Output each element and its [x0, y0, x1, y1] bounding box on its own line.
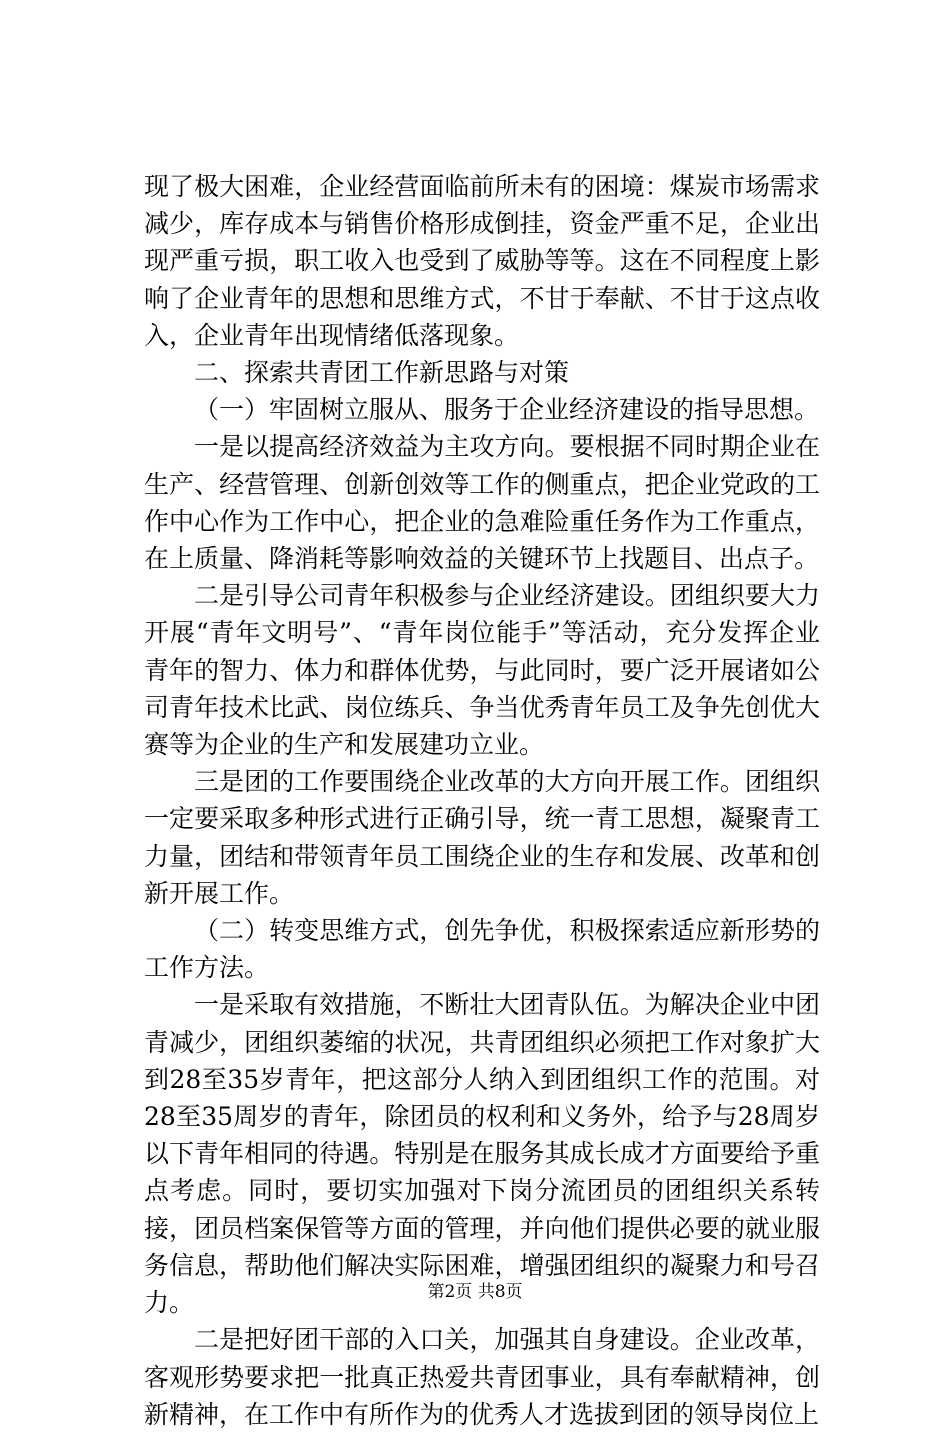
paragraph-continuation: 现了极大困难，企业经营面临前所未有的困境：煤炭市场需求减少，库存成本与销售价格形成倒挂，资金严重不足，企业出现严重亏损，职工收入也受到了威胁等等。这在不同程度上影响了企业青年的思想和思维方式，不甘于奉献、不甘于这点收入，企业青年出现情绪低落现象。	[144, 172, 820, 350]
paragraph: 二是引导公司青年积极参与企业经济建设。团组织要大力开展“青年文明号”、“青年岗位能手”等活动，充分发挥企业青年的智力、体力和群体优势，与此同时，要广泛开展诸如公司青年技术比武、岗位练兵、争当优秀青年员工及争先创优大赛等为企业的生产和发展建功立业。	[144, 581, 820, 760]
subsection-heading: （一）牢固树立服从、服务于企业经济建设的指导思想。	[194, 395, 820, 425]
subsection-heading: （二）转变思维方式，创先争优，积极探索适应新形势的工作方法。	[144, 916, 820, 983]
paragraph: 一是以提高经济效益为主攻方向。要根据不同时期企业在生产、经营管理、创新创效等工作的侧重点，把企业党政的工作中心作为工作中心，把企业的急难险重任务作为工作重点，在上质量、降消耗等影响效益的关键环节上找题目、出点子。	[144, 432, 820, 574]
paragraph: 三是团的工作要围绕企业改革的大方向开展工作。团组织一定要采取多种形式进行正确引导，统一青工思想，凝聚青工力量，团结和带领青年员工围绕企业的生存和发展、改革和创新开展工作。	[144, 767, 820, 908]
page-number-footer: 第2页 共8页	[427, 1282, 523, 1302]
paragraph: 二是把好团干部的入口关，加强其自身建设。企业改革，客观形势要求把一批真正热爱共青团事业，具有奉献精神，创新精神，在工作中有所作为的优秀人才选拔到团的领导岗位上	[144, 1325, 820, 1429]
paragraph: 一是采取有效措施，不断壮大团青队伍。为解决企业中团青减少，团组织萎缩的状况，共青团组织必须把工作对象扩大到28至35岁青年，把这部分人纳入到团组织工作的范围。对28至35周岁的青年，除团员的权利和义务外，给予与28周岁以下青年相同的待遇。特别是在服务其成长成才方面要给予重点考虑。同时，要切实加强对下岗分流团员的团组织关系转接，团员档案保管等方面的管理，并向他们提供必要的就业服务信息，帮助他们解决实际困难，增强团组织的凝聚力和号召力。	[144, 990, 820, 1318]
document-body	[144, 168, 820, 1433]
section-heading: 二、探索共青团工作新思路与对策	[194, 358, 570, 388]
